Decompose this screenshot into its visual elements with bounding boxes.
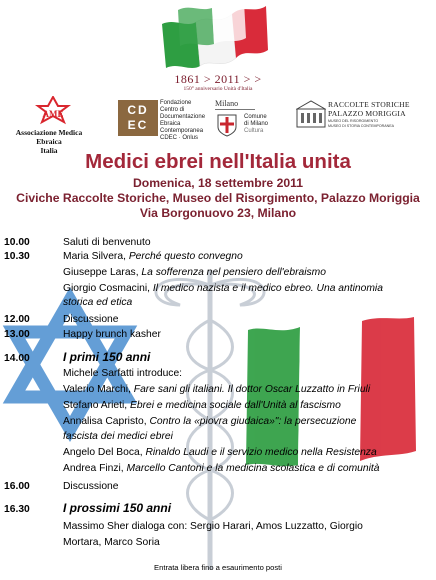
cdec-logo-line2: EC xyxy=(127,118,149,132)
cdec-text-line: CDEC · Onlus xyxy=(160,135,199,141)
speaker-name: Annalisa Capristo, xyxy=(63,416,150,427)
talk-title: Contro la «piovra giudaica»": la persecuzione xyxy=(149,416,357,427)
milano-text-line: Cultura xyxy=(244,128,264,134)
rs-title-line2: PALAZZO MORIGGIA xyxy=(328,109,406,118)
talk-delboca xyxy=(63,446,377,459)
milano-crest-icon xyxy=(216,113,238,137)
section-heading: I prossimi 150 anni xyxy=(63,501,172,515)
talk-title: La sofferenza nel pensiero dell'ebraismo xyxy=(141,267,326,278)
milano-divider xyxy=(215,109,255,110)
cdec-text-line: Documentazione xyxy=(160,114,206,120)
time-1300: 13.00 xyxy=(4,329,30,340)
ame-name-line1: Associazione Medica Ebraica xyxy=(15,128,83,146)
cdec-text-line: Centro di xyxy=(160,107,185,113)
moderator-item: Michele Sarfatti introduce: xyxy=(63,368,183,379)
talk-arieti xyxy=(63,399,341,412)
talk-title: Ebrei e medicina sociale dall'Unità al fascismo xyxy=(129,400,341,411)
ame-logo-text: AME xyxy=(42,109,64,119)
rs-title-line1: RACCOLTE STORICHE xyxy=(328,100,410,109)
talk-cosmacini xyxy=(63,282,383,295)
talk-laras xyxy=(63,266,326,279)
section-heading: I primi 150 anni xyxy=(63,350,151,364)
anniversary-years: 1861 > 2011 > > xyxy=(174,72,262,86)
speaker-name: Valerio Marchi, xyxy=(63,384,134,395)
ame-logo-icon xyxy=(34,96,72,128)
talk-silvera xyxy=(63,250,243,263)
anniversary-subtitle: 150° anniversario Unità d'Italia xyxy=(183,86,253,92)
cdec-logo-line1: CD xyxy=(127,103,149,117)
welcome-item: Saluti di benvenuto xyxy=(63,237,151,248)
cdec-logo xyxy=(118,100,158,136)
time-1630: 16.30 xyxy=(4,504,30,515)
talk-title: Il medico nazista e il medico ebreo. Una antinomia xyxy=(152,283,383,294)
panel-line: Mortara, Marco Soria xyxy=(63,537,160,548)
time-1400: 14.00 xyxy=(4,353,30,364)
event-venue: Civiche Raccolte Storiche, Museo del Risorgimento, Palazzo Moriggia xyxy=(16,191,420,205)
time-1600: 16.00 xyxy=(4,481,30,492)
speaker-name: Giorgio Cosmacini, xyxy=(63,283,153,294)
milano-logo-title: Milano xyxy=(215,99,239,108)
cdec-text-line: Fondazione xyxy=(160,100,192,106)
admission-note: Entrata libera fino a esaurimento posti xyxy=(154,563,282,572)
milano-text-line: Comune xyxy=(244,114,267,120)
event-address: Via Borgonuovo 23, Milano xyxy=(139,206,297,220)
milano-text-line: di Milano xyxy=(244,121,269,127)
milano-logo-text xyxy=(244,114,284,135)
time-1000: 10.00 xyxy=(4,237,30,248)
discussion-item: Discussione xyxy=(63,314,119,325)
brunch-item: Happy brunch kasher xyxy=(63,329,161,340)
speaker-name: Stefano Arieti, xyxy=(63,400,130,411)
cdec-text-line: Ebraica xyxy=(160,121,181,127)
speaker-name: Maria Silvera, xyxy=(63,251,129,262)
talk-title: Perché questo convegno xyxy=(128,251,243,262)
raccolte-storiche-title xyxy=(328,100,436,118)
talk-title: Fare sani gli italiani. Il dottor Oscar Luzzatto in Friuli xyxy=(133,384,371,395)
waving-flag-icon xyxy=(162,2,268,68)
palazzo-facade-icon xyxy=(296,99,326,129)
event-date: Domenica, 18 settembre 2011 xyxy=(132,176,304,190)
rs-sub-line1: MUSEO DEL RISORGIMENTO xyxy=(328,119,379,123)
speaker-name: Andrea Finzi, xyxy=(63,463,127,474)
talk-finzi xyxy=(63,462,380,475)
event-title: Medici ebrei nell'Italia unita xyxy=(85,150,351,173)
time-1030: 10.30 xyxy=(4,251,30,262)
cdec-name xyxy=(160,100,208,142)
ame-name-line2: Italia xyxy=(40,146,58,155)
talk-title: Marcello Cantoni e la medicina scolastica e di comunità xyxy=(126,463,380,474)
speaker-name: Angelo Del Boca, xyxy=(63,447,146,458)
discussion-item: Discussione xyxy=(63,481,119,492)
raccolte-storiche-subtitle xyxy=(328,119,436,128)
talk-title-continued: fascista dei medici ebrei xyxy=(63,431,173,442)
talk-title-continued: storica ed etica xyxy=(63,297,133,308)
cdec-text-line: Contemporanea xyxy=(160,128,204,134)
talk-capristo xyxy=(63,415,356,428)
talk-marchi xyxy=(63,383,370,396)
speaker-name: Giuseppe Laras, xyxy=(63,267,142,278)
panel-line: Massimo Sher dialoga con: Sergio Harari, Amos Luzzatto, Giorgio xyxy=(63,521,363,532)
talk-title: Rinaldo Laudi e il servizio medico nella Resistenza xyxy=(145,447,377,458)
rs-sub-line2: MUSEO DI STORIA CONTEMPORANEA xyxy=(328,123,395,128)
time-1200: 12.00 xyxy=(4,314,30,325)
